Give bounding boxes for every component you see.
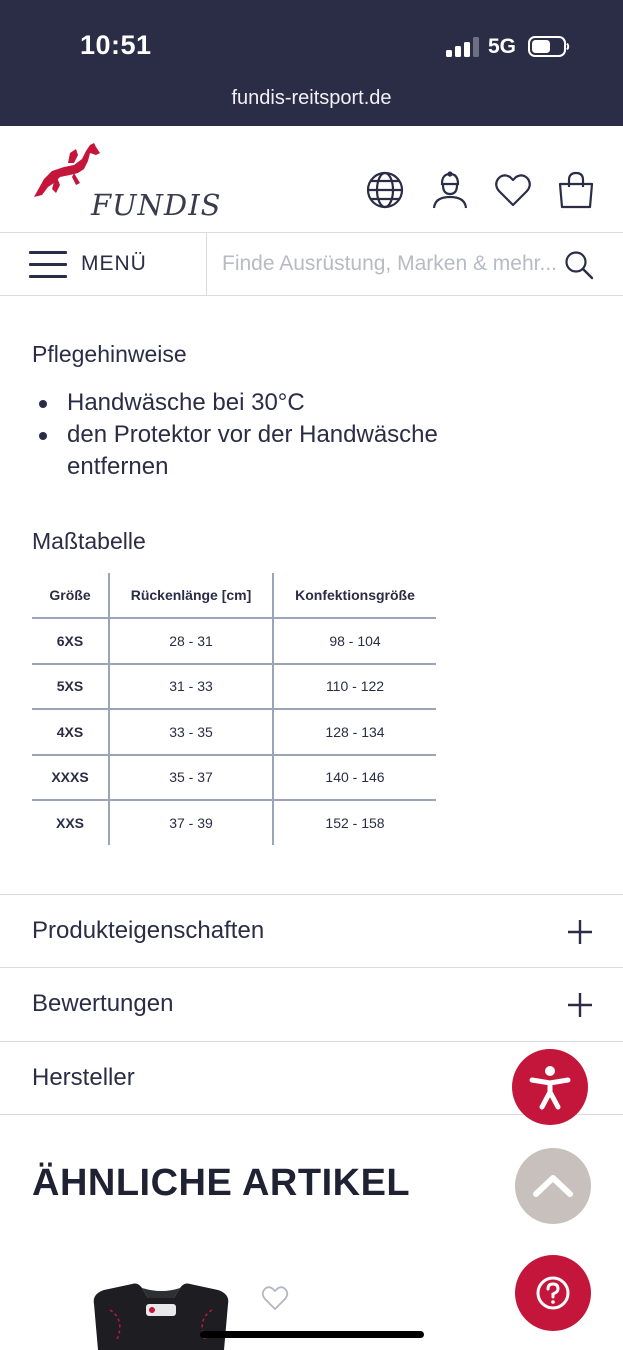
similar-articles-heading: ÄHNLICHE ARTIKEL	[32, 1162, 411, 1204]
plus-icon	[567, 919, 593, 945]
column-header: Konfektionsgröße	[273, 573, 436, 618]
status-time: 10:51	[80, 30, 152, 60]
scroll-to-top-button[interactable]	[515, 1148, 591, 1224]
table-row	[32, 800, 436, 845]
table-cell: 35 - 37	[109, 755, 273, 800]
menu-button[interactable]	[0, 233, 207, 295]
logo-text: FUNDIS	[91, 188, 222, 222]
table-cell: 31 - 33	[109, 664, 273, 709]
fundis-logo[interactable]	[30, 139, 222, 225]
list-item: den Protektor vor der Handwäsche entfernen	[32, 419, 512, 483]
table-cell: 6XS	[32, 618, 109, 663]
search-box	[208, 233, 623, 295]
table-cell: 37 - 39	[109, 800, 273, 845]
globe-icon[interactable]	[365, 170, 405, 210]
signal-strength-icon	[446, 37, 480, 57]
column-header: Größe	[32, 573, 109, 618]
plus-icon	[567, 992, 593, 1018]
help-icon	[515, 1255, 591, 1331]
table-cell: 4XS	[32, 709, 109, 754]
search-icon[interactable]	[564, 250, 594, 280]
table-cell: XXS	[32, 800, 109, 845]
list-item: Handwäsche bei 30°C	[32, 387, 512, 419]
accessibility-icon	[512, 1049, 588, 1125]
site-header	[0, 126, 623, 233]
nav-bar	[0, 233, 623, 296]
accordion-label: Hersteller	[32, 1064, 135, 1091]
home-indicator[interactable]	[200, 1331, 424, 1338]
table-cell: 110 - 122	[273, 664, 436, 709]
network-type: 5G	[488, 35, 517, 58]
accordion-label: Bewertungen	[32, 990, 174, 1017]
table-row	[32, 618, 436, 663]
battery-icon	[528, 36, 570, 57]
bag-icon[interactable]	[556, 170, 596, 210]
table-cell: 98 - 104	[273, 618, 436, 663]
menu-label: MENÜ	[81, 252, 147, 275]
table-row	[32, 755, 436, 800]
care-heading: Pflegehinweise	[32, 341, 187, 367]
accordion-product-properties[interactable]	[0, 894, 623, 968]
browser-top-bar	[0, 0, 623, 126]
user-icon[interactable]	[430, 170, 470, 210]
column-header: Rückenlänge [cm]	[109, 573, 273, 618]
table-row	[32, 709, 436, 754]
table-header-row	[32, 573, 436, 618]
vest-image	[86, 1280, 236, 1350]
table-cell: XXXS	[32, 755, 109, 800]
product-image[interactable]	[86, 1280, 236, 1350]
favorite-heart-icon[interactable]	[261, 1285, 289, 1311]
table-row	[32, 664, 436, 709]
size-table-heading: Maßtabelle	[32, 528, 146, 554]
table-cell: 140 - 146	[273, 755, 436, 800]
size-table	[32, 573, 436, 845]
table-cell: 5XS	[32, 664, 109, 709]
table-cell: 33 - 35	[109, 709, 273, 754]
table-cell: 28 - 31	[109, 618, 273, 663]
table-cell: 128 - 134	[273, 709, 436, 754]
table-cell: 152 - 158	[325, 815, 385, 832]
hamburger-icon	[29, 251, 67, 279]
help-button[interactable]	[515, 1255, 591, 1331]
accessibility-button[interactable]	[512, 1049, 588, 1125]
search-input[interactable]	[208, 233, 623, 295]
care-list	[32, 387, 512, 483]
heart-icon[interactable]	[493, 170, 533, 210]
accordion-label: Produkteigenschaften	[32, 917, 265, 944]
address-bar-url[interactable]: fundis-reitsport.de	[231, 87, 392, 109]
accordion-reviews[interactable]	[0, 967, 623, 1041]
chevron-up-icon	[515, 1148, 591, 1224]
